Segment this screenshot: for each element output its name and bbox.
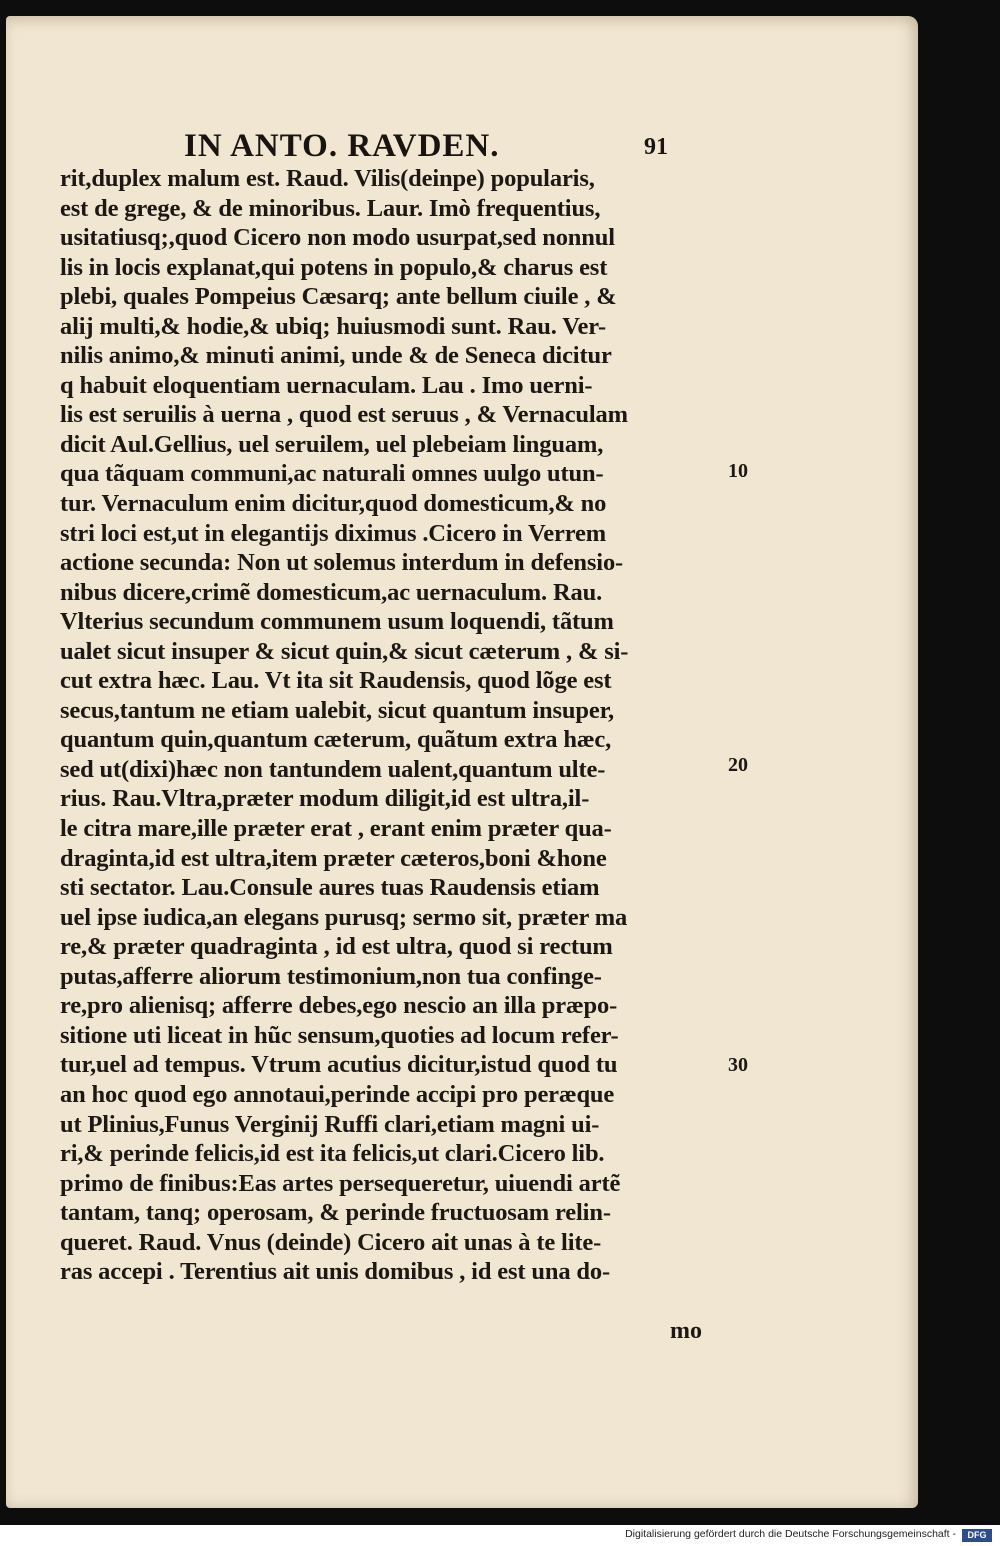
- dfg-logo-icon: DFG: [962, 1529, 992, 1542]
- page-number: 91: [644, 134, 668, 160]
- running-head: IN ANTO. RAVDEN.: [184, 128, 500, 164]
- digitization-footer: [0, 1525, 1000, 1546]
- margin-line-number: 20: [728, 754, 748, 776]
- text-line: tur. Vernaculum enim dicitur,quod domesticum,& no: [60, 490, 607, 518]
- text-line: sti sectator. Lau.Consule aures tuas Raudensis etiam: [60, 874, 600, 902]
- text-line: le citra mare,ille præter erat , erant enim præter qua-: [60, 815, 612, 843]
- text-line: primo de finibus:Eas artes persequeretur, uiuendi artẽ: [60, 1169, 621, 1197]
- text-line: re,pro alienisq; afferre debes,ego nescio an illa præpo-: [60, 992, 618, 1020]
- text-line: uel ipse iudica,an elegans purusq; sermo sit, præter ma: [60, 903, 628, 931]
- text-line: lis est seruilis à uerna , quod est seruus , & Vernaculam: [60, 401, 628, 429]
- text-line: quantum quin,quantum cæterum, quãtum extra hæc,: [60, 726, 612, 754]
- text-line: plebi, quales Pompeius Cæsarq; ante bellum ciuile , &: [60, 283, 617, 311]
- text-line: ras accepi . Terentius ait unis domibus , id est una do-: [60, 1258, 610, 1286]
- text-line: queret. Raud. Vnus (deinde) Cicero ait unas à te lite-: [60, 1228, 602, 1256]
- text-line: dicit Aul.Gellius, uel seruilem, uel plebeiam linguam,: [60, 430, 604, 458]
- text-line: rius. Rau.Vltra,præter modum diligit,id est ultra,il-: [60, 785, 590, 813]
- book-page: [6, 16, 918, 1508]
- text-line: cut extra hæc. Lau. Vt ita sit Raudensis, quod lõge est: [60, 667, 612, 695]
- margin-line-number: 10: [728, 460, 748, 482]
- text-line: usitatiusq;,quod Cicero non modo usurpat,sed nonnul: [60, 224, 615, 252]
- margin-line-number: 30: [728, 1054, 748, 1076]
- text-line: re,& præter quadraginta , id est ultra, quod si rectum: [60, 933, 613, 961]
- text-line: tantam, tanq; operosam, & perinde fructuosam relin-: [60, 1199, 611, 1227]
- text-line: an hoc quod ego annotaui,perinde accipi pro peræque: [60, 1080, 615, 1108]
- text-line: lis in locis explanat,qui potens in populo,& charus est: [60, 253, 608, 281]
- text-line: nilis animo,& minuti animi, unde & de Seneca dicitur: [60, 342, 612, 370]
- text-line: putas,afferre aliorum testimonium,non tua confinge-: [60, 962, 602, 990]
- funding-credit: Digitalisierung gefördert durch die Deutsche Forschungsgemeinschaft -: [625, 1528, 956, 1540]
- text-line: rit,duplex malum est. Raud. Vilis(deinpe) popularis,: [60, 165, 595, 192]
- text-line: draginta,id est ultra,item præter cæteros,boni &hone: [60, 844, 607, 872]
- text-line: secus,tantum ne etiam ualebit, sicut quantum insuper,: [60, 696, 615, 724]
- text-line: sitione uti liceat in hũc sensum,quoties ad locum refer-: [60, 1021, 619, 1049]
- text-line: q habuit eloquentiam uernaculam. Lau . Imo uerni-: [60, 371, 593, 399]
- text-line: sed ut(dixi)hæc non tantundem ualent,quantum ulte-: [60, 755, 606, 783]
- text-line: ut Plinius,Funus Verginij Ruffi clari,etiam magni ui-: [60, 1110, 600, 1138]
- page-header: [6, 124, 918, 164]
- text-line: est de grege, & de minoribus. Laur. Imò frequentius,: [60, 194, 601, 222]
- text-line: stri loci est,ut in elegantijs diximus .Cicero in Verrem: [60, 519, 606, 547]
- text-line: ualet sicut insuper & sicut quin,& sicut cæterum , & si-: [60, 637, 629, 665]
- text-line: nibus dicere,crimẽ domesticum,ac uernaculum. Rau.: [60, 578, 603, 606]
- text-block: [60, 164, 720, 1287]
- text-line: ri,& perinde felicis,id est ita felicis,ut clari.Cicero lib.: [60, 1140, 605, 1168]
- text-line: tur,uel ad tempus. Vtrum acutius dicitur,istud quod tu: [60, 1051, 618, 1079]
- text-line: alij multi,& hodie,& ubiq; huiusmodi sunt. Rau. Ver-: [60, 312, 607, 340]
- catchword: mo: [670, 1318, 702, 1344]
- text-line: Vlterius secundum communem usum loquendi, tãtum: [60, 608, 614, 636]
- text-line: qua tãquam communi,ac naturali omnes uulgo utun-: [60, 460, 604, 488]
- text-line: actione secunda: Non ut solemus interdum in defensio-: [60, 549, 624, 577]
